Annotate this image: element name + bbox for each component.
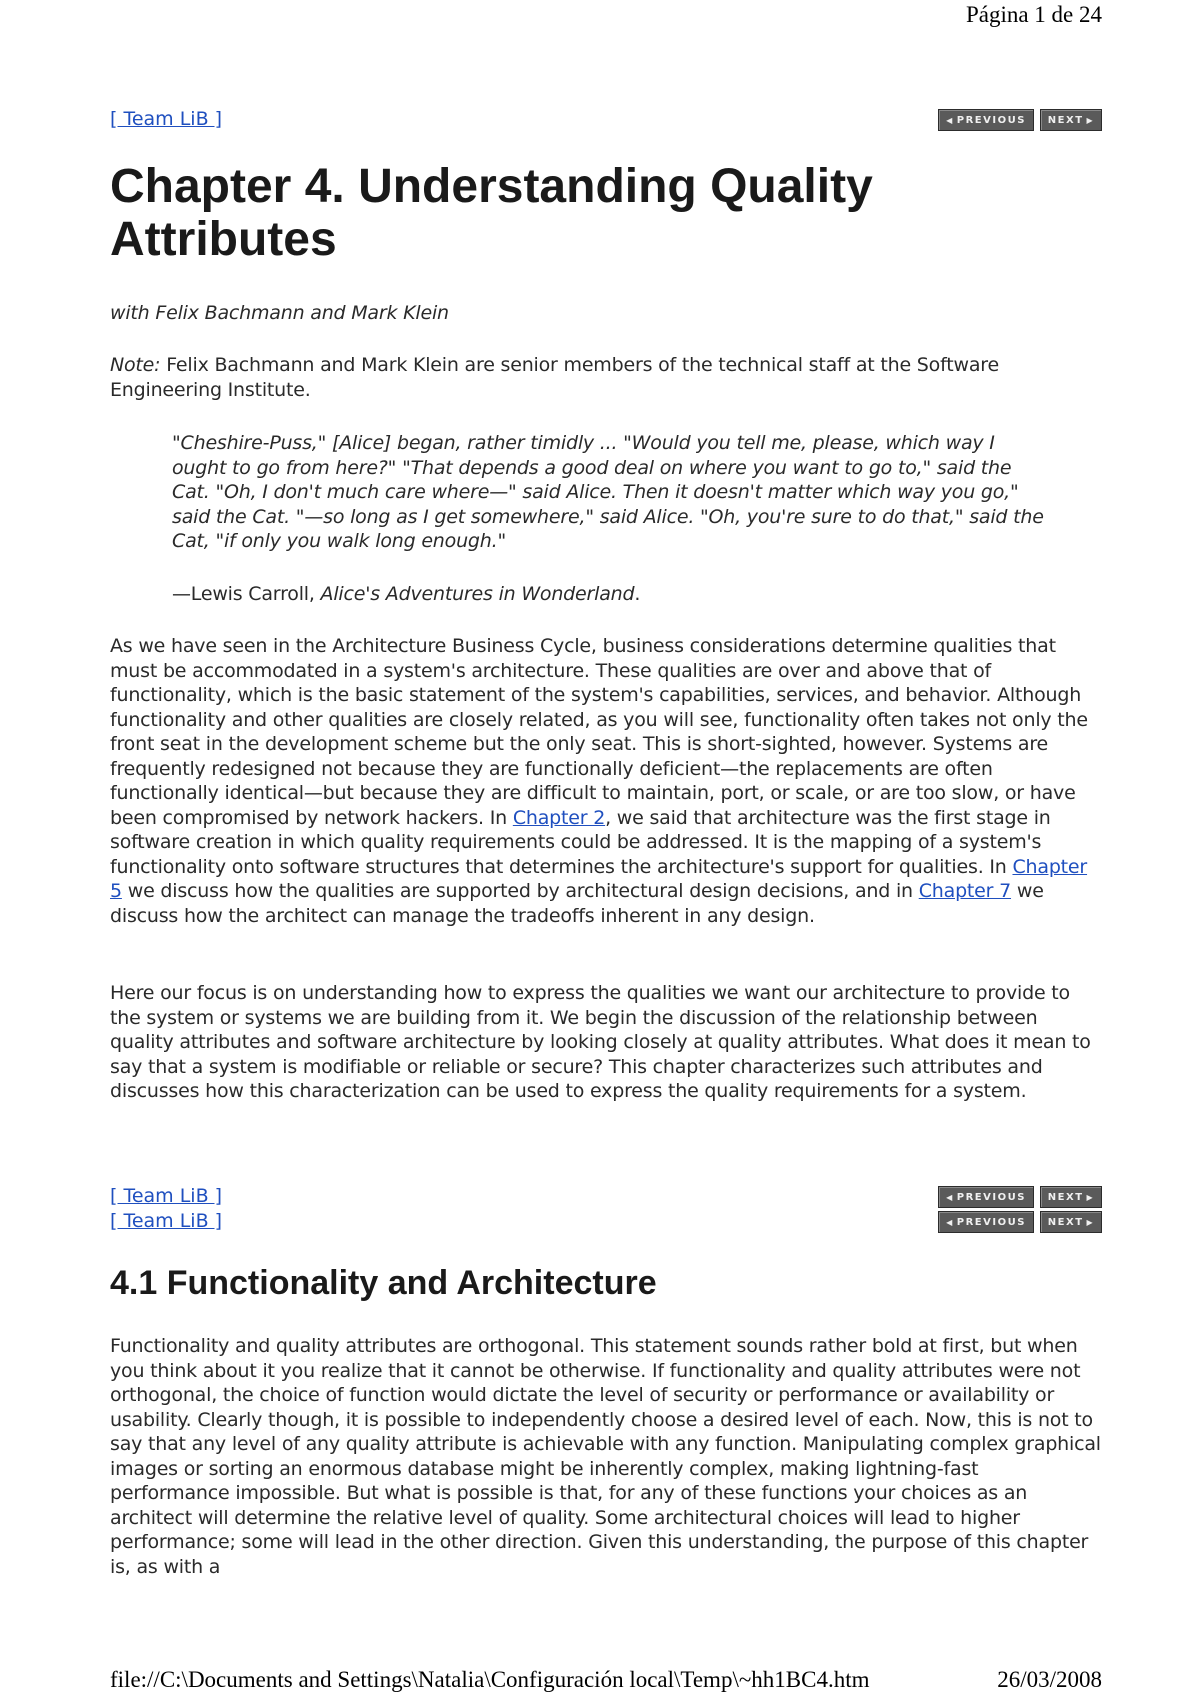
page-number: Página 1 de 24	[965, 2, 1102, 27]
nav-bar-top	[110, 108, 1102, 132]
chapter-5-link[interactable]: Chapter 5	[110, 855, 1088, 902]
nav-bar-bottom	[110, 1185, 1102, 1209]
note	[110, 353, 1102, 402]
focus-paragraph: Here our focus is on understanding how to express the qualities we want our architecture to provide to the system or systems we are building from it. We begin the discussion of the relationship between quality attributes and software architecture by looking closely at quality attributes. What does it mean to say that a system is modifiable or reliable or secure? This chapter characterizes such attributes and discusses how this characterization can be used to express the quality requirements for a system.	[110, 982, 1091, 1102]
byline: with Felix Bachmann and Mark Klein	[110, 302, 449, 324]
left-arrow-icon: ◀	[946, 1192, 954, 1202]
note-text: Felix Bachmann and Mark Klein are senior members of the technical staff at the Software Engineering Institute.	[110, 354, 999, 401]
team-lib-link[interactable]: [ Team LiB ]	[110, 1185, 223, 1207]
epigraph-attribution: —Lewis Carroll, Alice's Adventures in Wonderland.	[172, 583, 641, 605]
team-lib-link[interactable]: [ Team LiB ]	[110, 1210, 223, 1232]
next-button[interactable]: NEXT ▶	[1040, 109, 1102, 131]
note-label: Note:	[110, 354, 161, 376]
file-path: file://C:\Documents and Settings\Natalia\Configuración local\Temp\~hh1BC4.htm	[110, 1667, 870, 1692]
previous-button[interactable]: ◀ PREVIOUS	[938, 109, 1034, 131]
section-paragraph: Functionality and quality attributes are orthogonal. This statement sounds rather bold at first, but when you think about it you realize that it cannot be otherwise. If functionality and quality attributes were not orthogonal, the choice of function would dictate the level of security or performance or availability or usability. Clearly though, it is possible to independently choose a desired level of each. Now, this is not to say that any level of any quality attribute is achievable with any function. Manipulating complex graphical images or sorting an enormous database might be inherently complex, making lightning-fast performance impossible. But what is possible is that, for any of these functions your choices as an architect will determine the relative level of quality. Some architectural choices will lead to higher performance; some will lead in the other direction. Given this understanding, the purpose of this chapter is, as with a	[110, 1335, 1101, 1578]
previous-button[interactable]: ◀ PREVIOUS	[938, 1211, 1034, 1233]
chapter-7-link[interactable]: Chapter 7	[918, 880, 1012, 902]
left-arrow-icon: ◀	[946, 115, 954, 125]
intro-paragraph: As we have seen in the Architecture Business Cycle, business considerations determine qualities that must be accommodated in a system's architecture. These qualities are over and above that of functionality, which is the basic statement of the system's capabilities, services, and behavior. Although functionality and other qualities are closely related, as you will see, functionality often takes not only the front seat in the development scheme but the only seat. This is short-sighted, however. Systems are frequently redesigned not because they are functionally deficient—the replacements are often functionally identical—but because they are difficult to maintain, port, or scale, or are too slow, or have been compromised by network hackers. In Chapter 2, we said that architecture was the first stage in software creation in which quality requirements could be addressed. It is the mapping of a system's functionality onto software structures that determines the architecture's support for qualities. In Chapter 5 we discuss how the qualities are supported by architectural design decisions, and in Chapter 7 we discuss how the architect can manage the tradeoffs inherent in any design.	[110, 635, 1088, 927]
right-arrow-icon: ▶	[1086, 1217, 1095, 1227]
section-title: 4.1 Functionality and Architecture	[110, 1264, 657, 1302]
print-date: 26/03/2008	[997, 1667, 1102, 1692]
nav-bar-section	[110, 1210, 1102, 1234]
next-button[interactable]: NEXT ▶	[1040, 1186, 1102, 1208]
book-title: Alice's Adventures in Wonderland	[320, 583, 635, 605]
left-arrow-icon: ◀	[946, 1217, 954, 1227]
team-lib-link[interactable]: [ Team LiB ]	[110, 108, 223, 130]
chapter-2-link[interactable]: Chapter 2	[512, 806, 606, 829]
chapter-title: Chapter 4. Understanding Quality Attributes	[110, 160, 873, 266]
right-arrow-icon: ▶	[1086, 115, 1095, 125]
previous-button[interactable]: ◀ PREVIOUS	[938, 1186, 1034, 1208]
next-button[interactable]: NEXT ▶	[1040, 1211, 1102, 1233]
epigraph-quote: "Cheshire-Puss," [Alice] began, rather timidly ... "Would you tell me, please, which way I ought to go from here?" "That depends a good deal on where you want to go to," said the Cat. "Oh, I don't much care where—" said Alice. Then it doesn't matter which way you go," said the Cat. "—so long as I get somewhere," said Alice. "Oh, you're sure to do that," said the Cat, "if only you walk long enough."	[172, 432, 1044, 552]
right-arrow-icon: ▶	[1086, 1192, 1095, 1202]
